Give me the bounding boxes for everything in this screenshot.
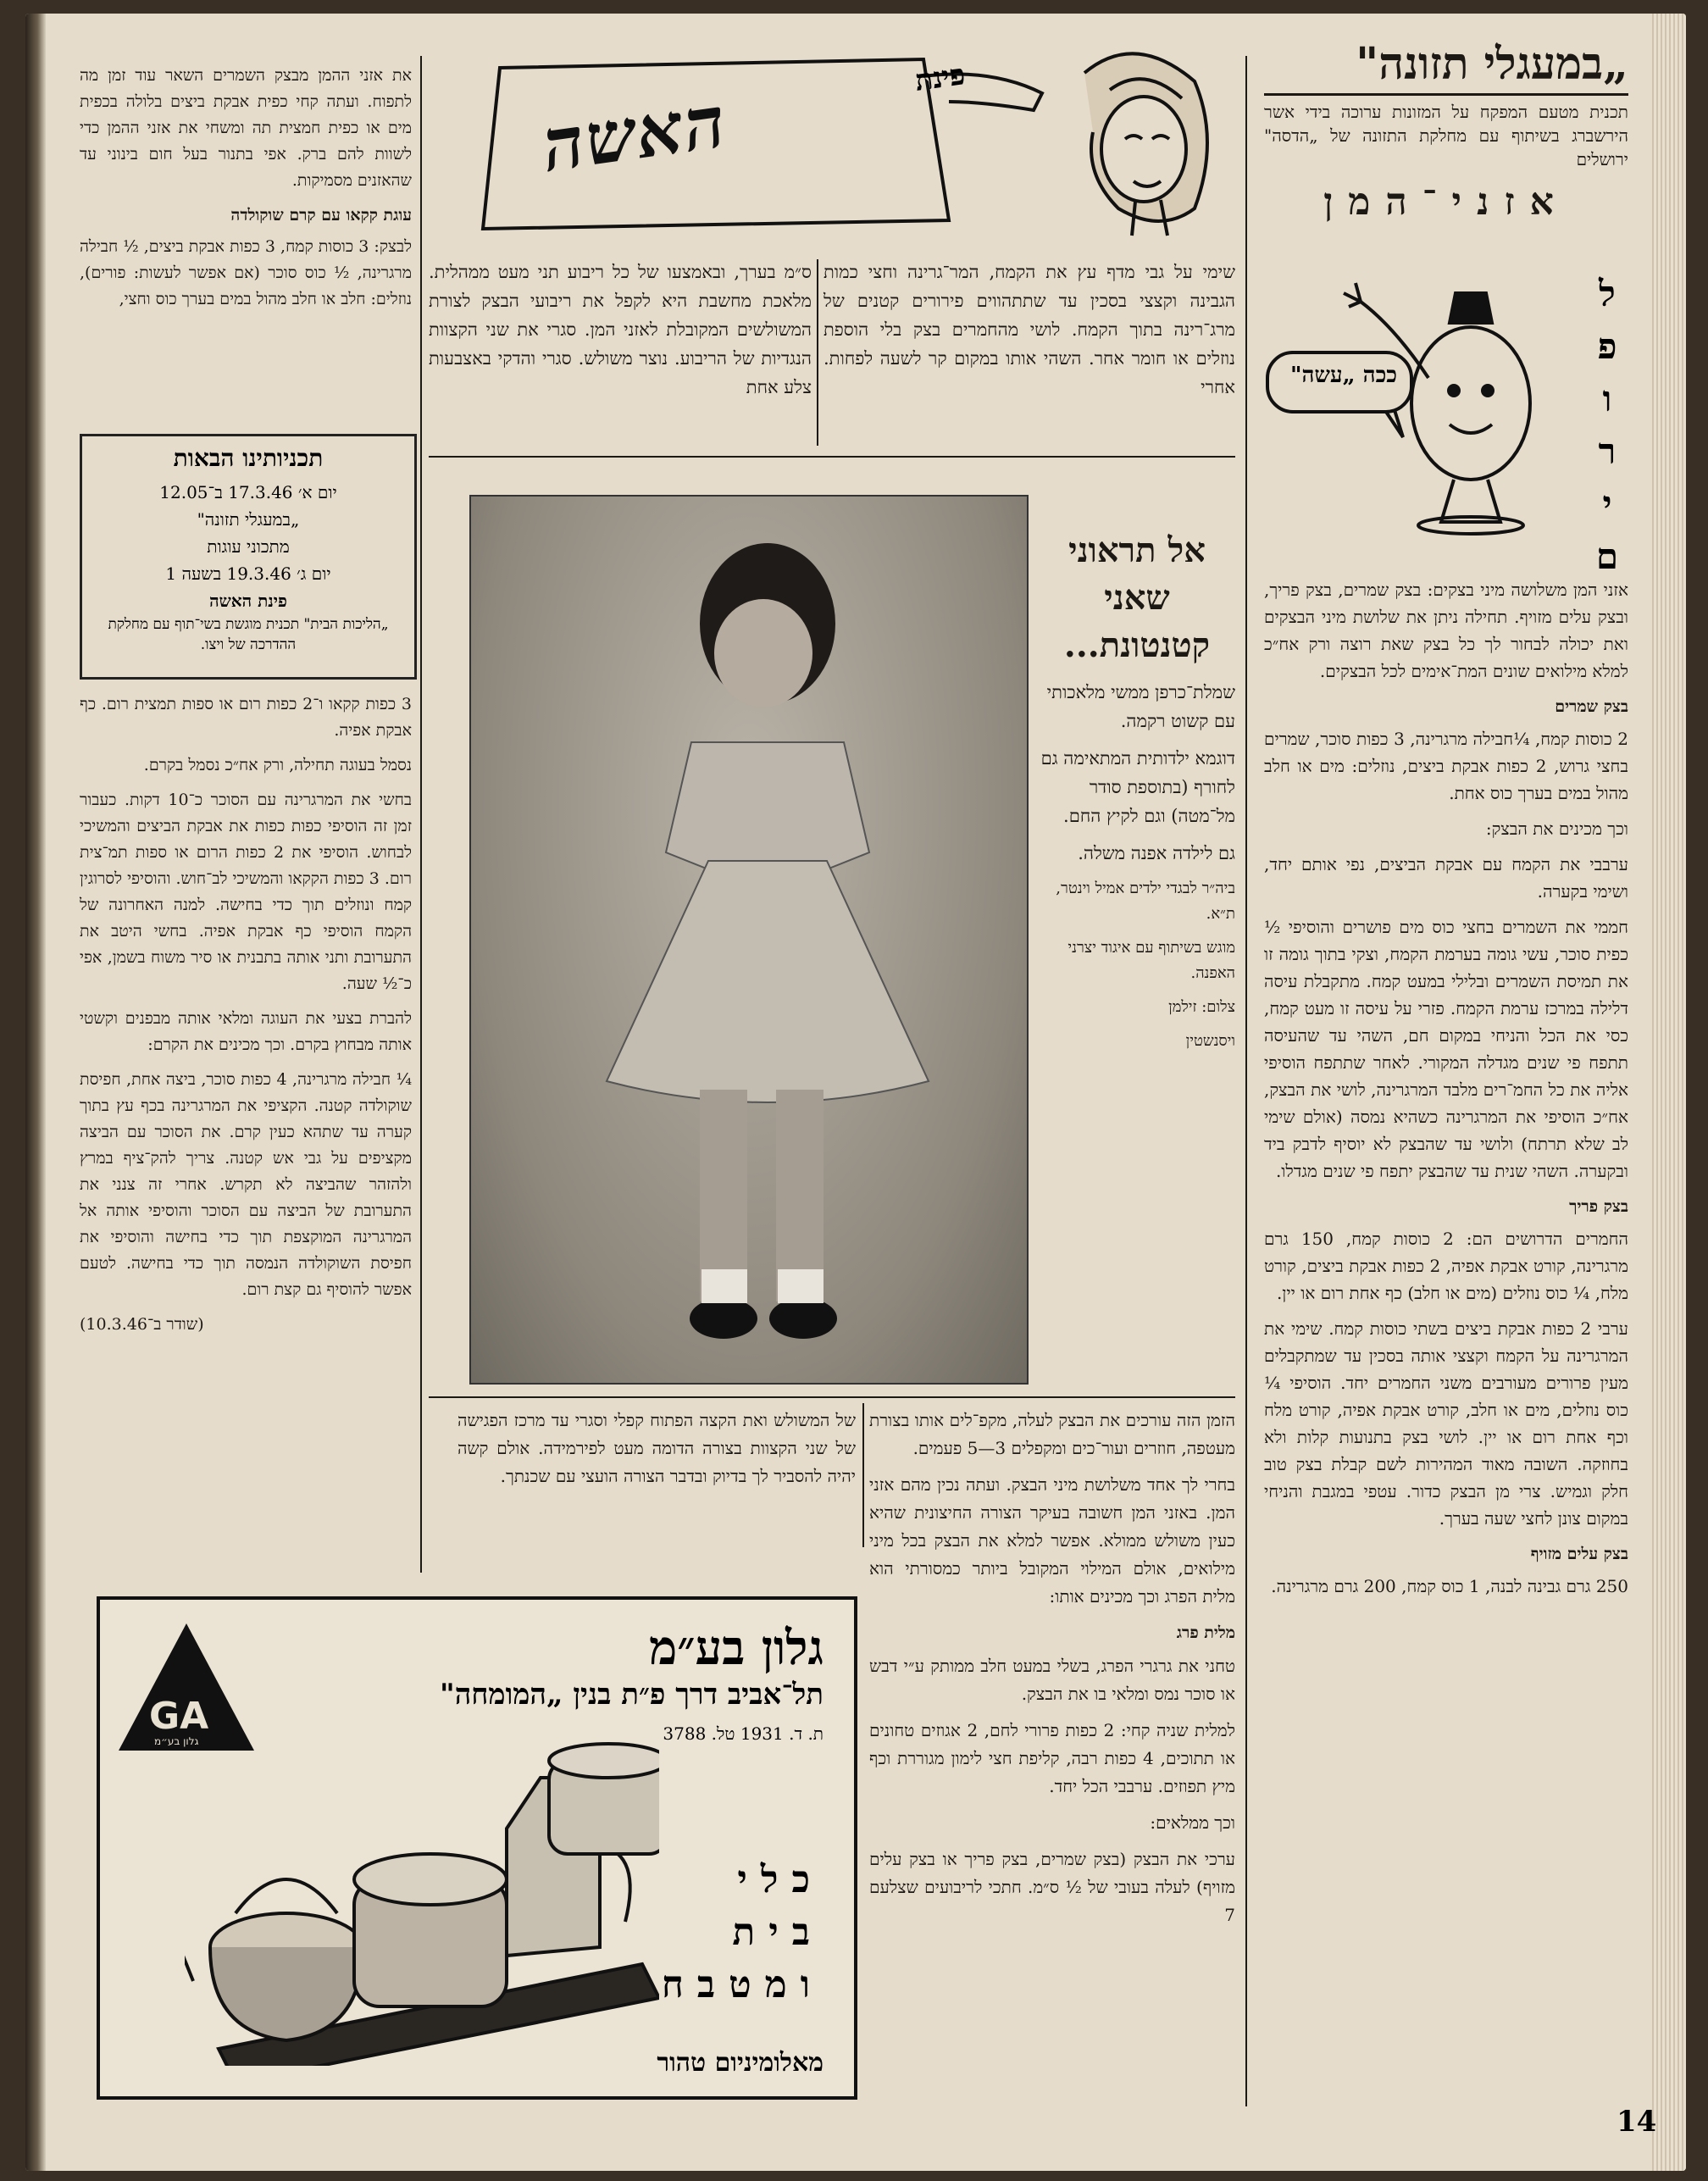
paragraph: בחרי לך אחד משלושת מיני הבצק. ועתה נכין מהם אזני המן. באזני המן חשובה בעיקר הצורה החיצונית שהיא כעין משולש ממולא. אפשר למלא את הבצק בכל מיני מילואים, אולם המילוי המקובל ביותר כמסורתי הוא מלית הפרג וכך מכינים אותו: <box>869 1474 1235 1607</box>
caption-text: גם לילדה אפנה משלה. <box>1078 843 1235 863</box>
pinat-label: פינת <box>912 58 968 98</box>
paragraph: למלית שניה קחי: 2 כפות פרורי לחם, 2 אגוזים טחונים או תתוכים, 4 כפות רבה, קליפת חצי לימון מגוררת וכף מיץ תפוזים. ערבבי הכל יחד. <box>869 1720 1236 1796</box>
paragraph: ס״מ בערך, ובאמצעו של כל ריבוע תני מעט ממהלית. מלאכת מחשבת היא לקפל את ריבועי הבצק לצורת המשולשים המקובלת לאזני המן. סגרי את שני הקצוות הנגדיות של הריבוע. נוצר משולש. סגרי והדקי באצבעות צלע אחת <box>429 262 812 397</box>
section-divider <box>429 456 1235 458</box>
subheading: עוגת קקאו עם קרם שוקולדה <box>230 206 412 225</box>
schedule-line: מתכוני עוגות <box>207 536 290 557</box>
section-divider <box>429 1396 1235 1398</box>
paragraph: שימי על גבי מדף עץ את הקמח, המר־גרינה וחצי כמות הגבינה וקצצי בסכין עד שתתהווים פירורים קטנים של מרג־רינה בתוך הקמח. לושי מהחמרים בצק בלי הוספת נוזלים או חומר אחר. השהי אותו במקום קר לשעה לפחות. אחרי <box>824 262 1235 397</box>
schedule-title: תכניותינו הבאות <box>173 444 324 472</box>
column-left-top <box>80 63 412 321</box>
paragraph: להברת בצעי את העוגה ומלאי אותה מבפנים וקשטי אותה מבחוץ בקרם. וכך מכינים את הקרם: <box>80 1009 412 1054</box>
page-edges <box>1652 14 1686 2171</box>
woman-illustration <box>1034 39 1237 242</box>
paragraph: 2 כוסות קמח, ¼חבילה מרגרינה, 3 כפות סוכר, שמרים בחצי גרוש, 2 כפות אבקת ביצים, נוזלים: מים או חלב מהול במים בערך כוס אחת. <box>1264 729 1628 803</box>
section-intro: תכנית מטעם המפקח על המזונות ערוכה בידי אשר הירשברג בשיתוף עם מחלקת התזונה של „הדסה" ירושלים <box>1264 102 1628 169</box>
column-divider <box>420 56 422 1573</box>
column-top-mid-right <box>824 258 1235 410</box>
pointing-hand-frame <box>449 51 1059 237</box>
paragraph: טחני את גרגרי הפרג, בשלי במעט חלב ממותק ע״י דבש או סוכר נמס ומלאי בו את הבצק. <box>869 1656 1235 1704</box>
subheading: מלית פרג <box>1176 1623 1235 1642</box>
caption-text: צלום: זילמן <box>1168 998 1235 1016</box>
caption-text: דוגמא ילדותית המתאימה גם לחורף (בתוספת סודר מל־מטה) וגם לקיץ החם. <box>1040 748 1235 826</box>
vertical-word: ל פ ו ר י ם <box>1595 273 1619 577</box>
schedule-line: יום ג׳ 19.3.46 בשעה 1 <box>165 563 331 584</box>
galon-advertisement <box>97 1596 857 2100</box>
paragraph: וכך מכינים את הבצק: <box>1485 819 1628 839</box>
schedule-line: „במעגלי תזונה" <box>197 509 300 530</box>
photo-caption <box>1039 527 1235 1063</box>
page-number: 14 <box>1616 2105 1657 2139</box>
schedule-line: יום א׳ 17.3.46 ב־12.05 <box>159 482 337 502</box>
ad-phone: ת. ד. 1931 טל. 3788 <box>663 1723 824 1744</box>
column-top-mid-left <box>429 258 812 410</box>
speech-bubble-text: ככה „עשה" <box>1289 363 1397 388</box>
photo-figure <box>471 497 1027 1383</box>
subheading: בצק שמרים <box>1555 697 1628 716</box>
caption-text: ויסנשטין <box>1185 1032 1235 1050</box>
column-divider <box>817 259 818 446</box>
paragraph: לבצק: 3 כוסות קמח, 3 כפות אבקת ביצים, ½ חבילה מרגרינה, ½ כוס סוכר (אם אפשר לעשות: פורים), נוזלים: חלב או חלב מהול במים בערך כוס וחצי, <box>80 237 412 308</box>
column-divider <box>1245 56 1247 2106</box>
ad-material: מאלומיניום טהור <box>657 2048 824 2078</box>
paragraph: ערבי 2 כפות אבקת ביצים בשתי כוסות קמח. שימי את המרגרינה על הקמח וקצצי אותה בסכין עד שמתקבלים מעין פרורים מעורבים משני החמרים יחד. הוסיפי ¼ כוס נוזלים, מים או חלב, קורט אבקת אפיה, קורט מלח וכף אחת רום או יין. לושי בצק בתנועות קלות ולא בחוזקה. השובה מאוד המהירות לשם קבלת בצק טוב חלק וגמיש. צרי מן הבצק כדור. עטפי במגבת והניחי במקום צונן לחצי שעה בערך. <box>1264 1318 1628 1529</box>
paragraph: בחשי את המרגרינה עם הסוכר כ־10 דקות. כעבור זמן זה הוסיפי כפות כפות את אבקת הביצים והמשיכי לבחוש. הוסיפי את 2 כפות הרום או ספות תמ־צית רום. 3 כפות הקקאו והמשיכי לב־חוש. והוסיפי לסרוגין קמח ונוזלים תוך כדי בחישה. למנה האחרונה של הקמח הוסיפי כף אבקת אפיה. בחשי היטב את התערובת ותני אותה בתבנית או סיר משוח בשמן, אפי כ־½ שעה. <box>80 791 412 993</box>
paragraph: חממי את השמרים בחצי כוס מים פושרים והוסיפי ½ כפית סוכר, עשי גומה בערמת הקמח, וצקי בתוך גומה זו את תמיסת השמרים ובלילי במעט קמח. מתקבלת עיסה דלילה במרכז ערמת הקמח. פזרי על עיסה זו מעט קמח, כסי את הכל והניחי במקום חם, השהי עד שהעיסה תתפח פי שנים מגדלה המקורי. לאחר שתתפח הוסיפי אליה את כל החמ־רים מלבד המרגרינה, לושי את הבצק, אח״כ הוסיפי את המרגרינה כשהיא נמסה (אולם שימי לב שלא תרתח) ולושי עד שהבצק לא יוסיף לדבק ביד ובקערה. השהי שנית עד שהבצק יתפח פי שנים מגדלו. <box>1264 917 1628 1181</box>
book-spine <box>25 14 46 2171</box>
paragraph: ערכי את הבצק (בצק שמרים, בצק פריך או בצק עלים מזויף) לעלה בעובי של ½ ס״מ. חתכי לריבועים שצלעם 7 <box>869 1849 1235 1925</box>
caption-text: שמלת־כרפן ממשי מלאכותי עם קשוט רקמה. <box>1046 682 1235 731</box>
ad-address: תל־אביב דרך פ״ת בנין „המומחה" <box>440 1678 824 1712</box>
ad-products: כלי בית ומטבח <box>661 1858 824 2006</box>
title-underline <box>1264 93 1628 96</box>
paragraph: ערבבי את הקמח עם אבקת הביצים, נפי אותם יחד, ושימי בקערה. <box>1264 854 1628 902</box>
subheading: בצק פריך <box>1569 1197 1628 1216</box>
paragraph: וכך ממלאים: <box>1150 1812 1235 1833</box>
caption-text: מוגש בשיתוף עם איגוד יצרני האפנה. <box>1068 939 1235 982</box>
column-right-body <box>1264 576 1628 1608</box>
column-right <box>1264 37 1628 225</box>
paragraph: החמרים הדרושים הם: 2 כוסות קמח, 150 גרם מרגרינה, קורט אבקת אפיה, 2 כפות אבקת ביצים, קורט מלח, ¼ כוס נוזלים (מים או חלב) כף אחת רום או יין. <box>1264 1229 1628 1303</box>
paragraph: (שודר ב־10.3.46) <box>80 1315 204 1334</box>
caption-title: אל תראוני שאני קטנטונת... <box>1063 530 1211 665</box>
galon-logo-sub: גלון בע״מ <box>154 1735 199 1747</box>
recipe-title: אזני־המן <box>1323 180 1569 224</box>
pinat-title: האשה <box>537 79 732 188</box>
schedule-box <box>80 434 417 680</box>
galon-logo-letters: GA <box>149 1695 209 1738</box>
magazine-page <box>25 14 1686 2171</box>
paragraph: אזני המן משלושה מיני בצקים: בצק שמרים, בצק פריך, ובצק עלים מזויף. תחילה ניתן את שלושת מיני הבצקים ואת יכולה לבחור לך כל בצק שאת רוצה ורק אח״כ למלא מילואים שונים המת־אימים לכל הבצקים. <box>1264 580 1628 681</box>
column-bottom-mid-left <box>458 1407 856 1499</box>
paragraph: 3 כפות קקאו ו־2 כפות רום או ספות תמצית רום. כף אבקת אפיה. <box>80 695 412 740</box>
egg-chef-illustration <box>1259 242 1581 547</box>
girl-dress-photo <box>469 495 1029 1385</box>
subheading: בצק עלים מזויף <box>1530 1545 1628 1563</box>
paragraph: של המשולש ואת הקצה הפתוח קפלי וסגרי עד מרכז הפגישה של שני הקצוות בצורה הדומה מעט לפירמידה. אולם קשה יהיה להסביר לך בדיוק ובדבר הצורה הועצי עם שכנתך. <box>458 1410 856 1486</box>
column-bottom-mid-right <box>869 1407 1235 1938</box>
section-title: „במעגלי תזונה" <box>1356 38 1628 90</box>
schedule-line: „הליכות הבית" תכנית מוגשת בשי־תוף עם מחלקת ההדרכה של ויצו. <box>108 616 389 653</box>
paragraph: ¼ חבילה מרגרינה, 4 כפות סוכר, ביצה אחת, חפיסת שוקולדה קטנה. הקציפי את המרגרינה בכף עץ בתוך קערה עד שתהא כעין קרם. את הסוכר עם הביצה מקציפים על גבי אש קטנה. צריך להק־ציף במרץ ולהזהר שהביצה לא תקרש. אחרי זה צנני את התערובת של הביצה עם הסוכר והוסיפי אותה אל המרגרינה המוקצפת תוך כדי בחישה והוסיפי את חפיסת השוקולדה הנמסה תוך כדי בחישה. לטעם אפשר להוסיף גם קצת רום. <box>80 1070 412 1299</box>
column-divider <box>862 1403 864 1547</box>
cookware-illustration <box>185 1727 659 2066</box>
paragraph: את אזני ההמן מבצק השמרים השאר עוד זמן מה לתפוח. ועתה קחי כפית אבקת ביצים בלולה בכפית מים או כפית חמצית תה ומשחי את אזני ההמן כדי לשוות להם ברק. אפי בתנור בעל חום בינוני עד שהאזנים מסמיקות. <box>80 66 412 190</box>
caption-text: ביה״ר לבגדי ילדים אמיל וינטר, ת״א. <box>1056 880 1235 923</box>
schedule-line: פינת האשה <box>209 591 287 611</box>
ad-company-name: גלון בע״מ <box>649 1620 824 1676</box>
paragraph: הזמן הזה עורכים את הבצק לעלה, מקפ־לים אותו בצורת מעטפה, חוזרים ועור־כים ומקפלים 3—5 פעמים. <box>869 1410 1235 1458</box>
paragraph: 250 גרם גבינה לבנה, 1 כוס קמח, 200 גרם מרגרינה. <box>1271 1576 1628 1596</box>
column-left-body <box>80 691 412 1346</box>
paragraph: נסמל בעוגה תחילה, ורק אח״כ נסמל בקרם. <box>143 756 412 774</box>
